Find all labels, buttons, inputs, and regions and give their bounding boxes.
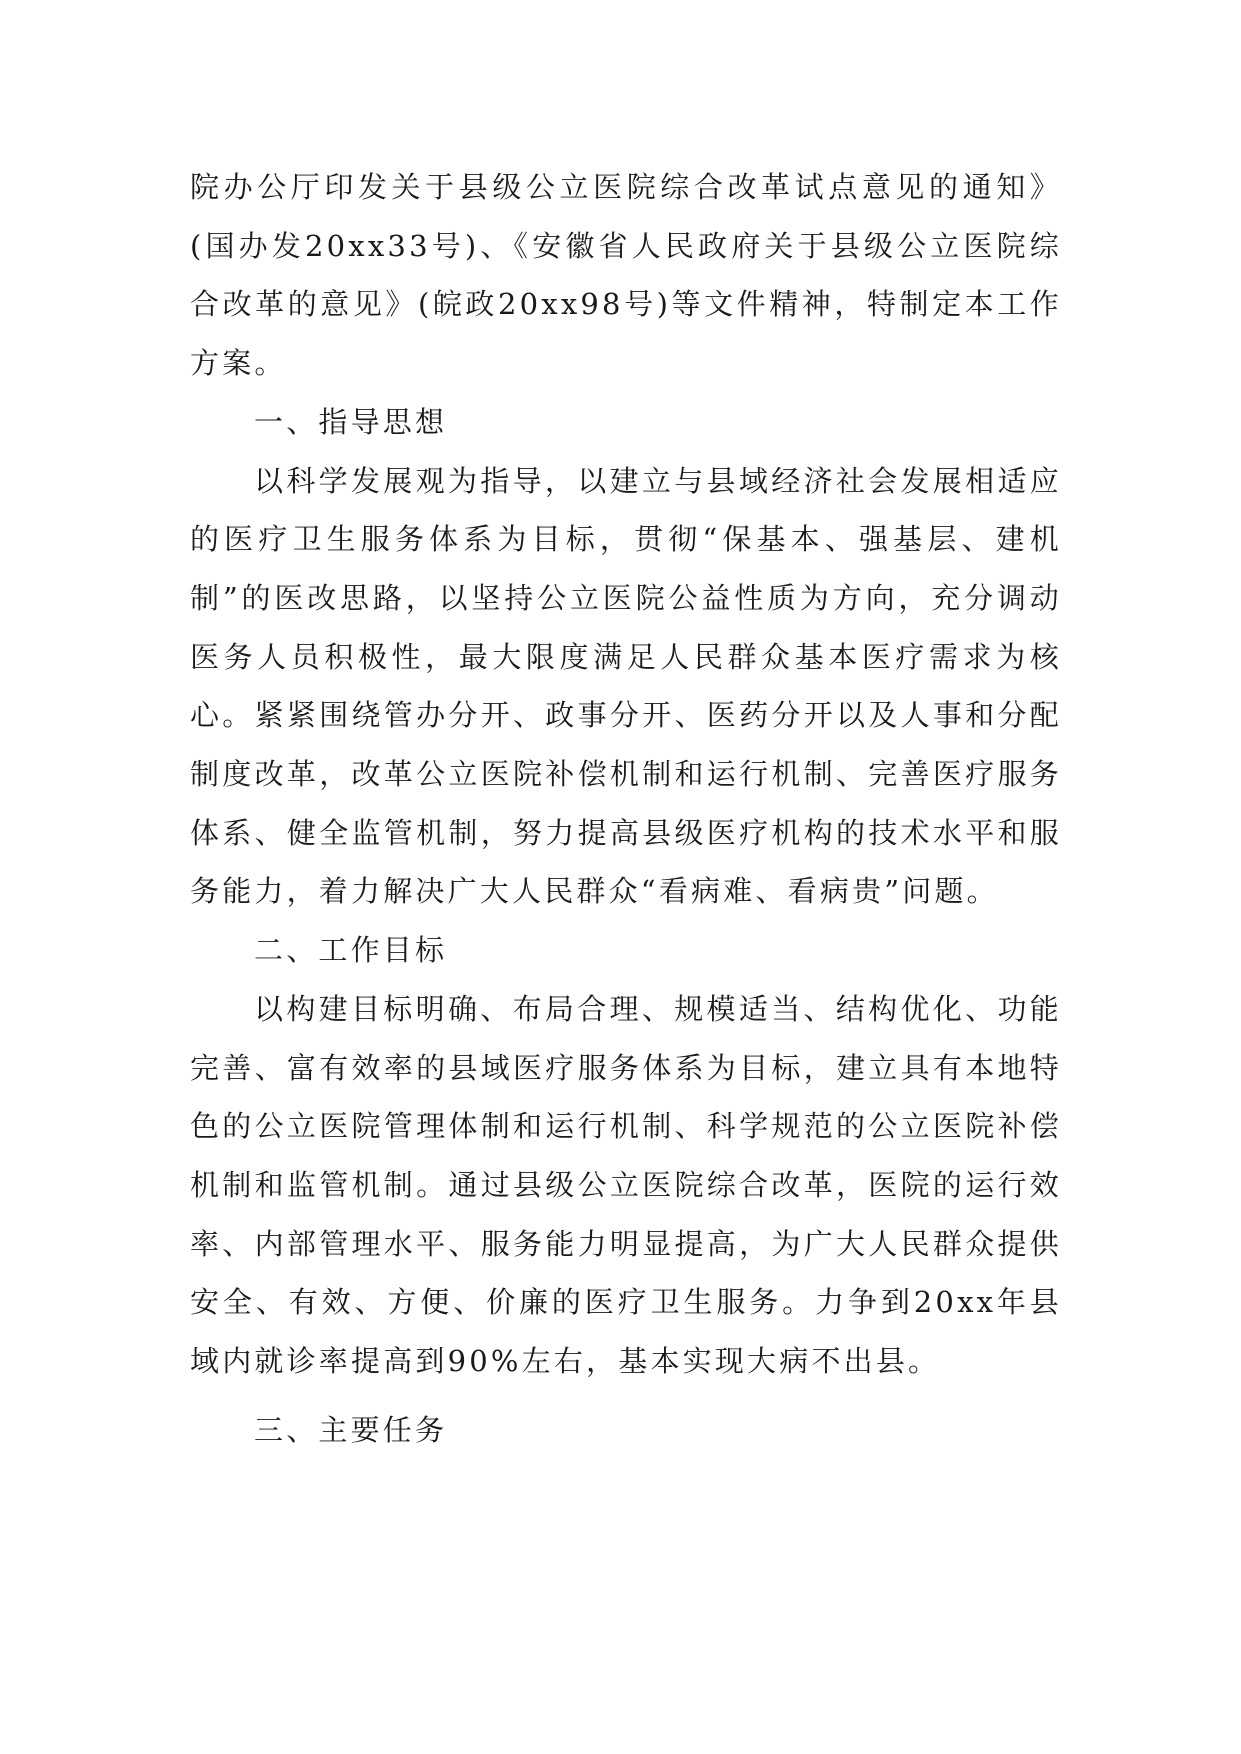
section-heading-main-tasks: 三、主要任务 [254,1412,448,1447]
document-body [190,158,1062,1459]
work-goals-paragraph: 以构建目标明确、布局合理、规模适当、结构优化、功能完善、富有效率的县域医疗服务体系为目标，建立具有本地特色的公立医院管理体制和运行机制、科学规范的公立医院补偿机制和监管机制。通过县级公立医院综合改革，医院的运行效率、内部管理水平、服务能力明显提高，为广大人民群众提供安全、有效、方便、价廉的医疗卫生服务。力争到20xx年县域内就诊率提高到90%左右，基本实现大病不出县。 [190,991,1062,1379]
section-heading-guiding-thought: 一、指导思想 [254,404,448,439]
intro-paragraph: 院办公厅印发关于县级公立医院综合改革试点意见的通知》(国办发20xx33号)、《安徽省人民政府关于县级公立医院综合改革的意见》(皖政20xx98号)等文件精神，特制定本工作方案。 [190,170,1062,381]
section-heading-work-goals: 二、工作目标 [254,933,448,968]
guiding-thought-paragraph: 以科学发展观为指导，以建立与县域经济社会发展相适应的医疗卫生服务体系为目标，贯彻“保基本、强基层、建机制”的医改思路，以坚持公立医院公益性质为方向，充分调动医务人员积极性，最大限度满足人民群众基本医疗需求为核心。紧紧围绕管办分开、政事分开、医药分开以及人事和分配制度改革，改革公立医院补偿机制和运行机制、完善医疗服务体系、健全监管机制，努力提高县级医疗机构的技术水平和服务能力，着力解决广大人民群众“看病难、看病贵”问题。 [190,463,1062,909]
